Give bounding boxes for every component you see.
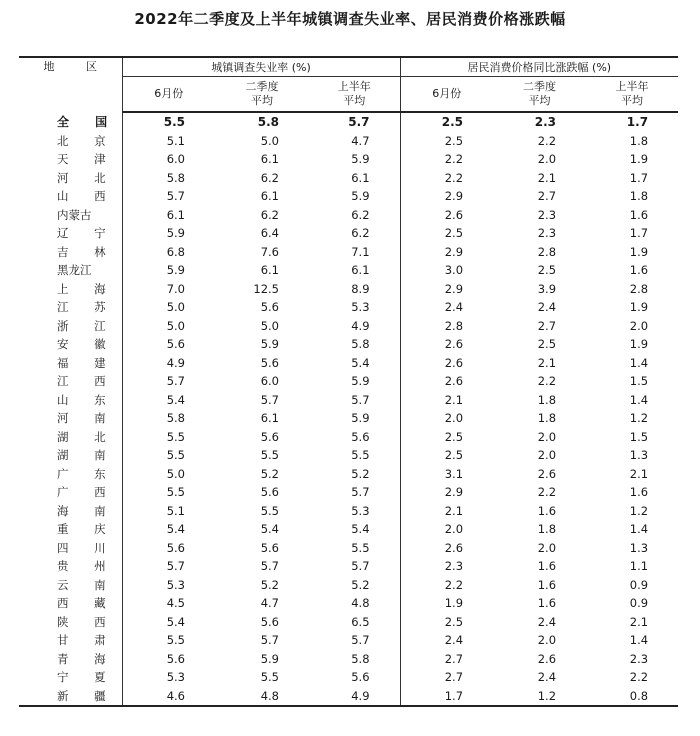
value-cell: 2.4 (444, 633, 464, 648)
value-cell: 5.2 (260, 577, 279, 592)
region-cell: 贵 州 (19, 557, 122, 576)
value-cell: 6.1 (309, 169, 400, 188)
region-cell: 广 东 (19, 465, 122, 484)
value-cell: 4.9 (309, 687, 400, 707)
region-cell: 河 南 (19, 409, 122, 428)
value-cell: 5.7 (166, 559, 185, 574)
value-cell: 1.8 (537, 522, 557, 537)
value-cell: 4.7 (260, 596, 279, 611)
value-cell: 5.7 (260, 633, 279, 648)
value-cell: 5.9 (166, 226, 185, 241)
value-cell: 0.9 (629, 596, 649, 611)
table-row (19, 112, 678, 132)
value-cell: 5.7 (166, 374, 185, 389)
value-cell: 5.0 (260, 318, 279, 333)
value-cell: 5.9 (309, 409, 400, 428)
value-cell: 5.1 (166, 503, 185, 518)
value-cell: 6.1 (260, 411, 279, 426)
value-cell: 5.5 (309, 446, 400, 465)
region-cell: 宁 夏 (19, 668, 122, 687)
value-cell: 5.9 (309, 187, 400, 206)
value-cell: 5.7 (309, 631, 400, 650)
q2-avg-cpi-header: 二季度 平均 (493, 77, 586, 113)
value-cell: 6.4 (260, 226, 279, 241)
value-cell: 5.1 (166, 133, 185, 148)
value-cell: 2.0 (537, 633, 557, 648)
value-cell: 2.8 (537, 244, 557, 259)
value-cell: 5.3 (309, 298, 400, 317)
value-cell: 2.6 (444, 540, 464, 555)
region-cell: 内蒙古 (19, 206, 122, 225)
region-cell: 江 苏 (19, 298, 122, 317)
value-cell: 2.0 (444, 522, 464, 537)
value-cell: 6.1 (260, 263, 279, 278)
table-row (19, 354, 678, 373)
value-cell: 2.4 (537, 614, 557, 629)
value-cell: 0.9 (629, 577, 649, 592)
value-cell: 4.8 (309, 594, 400, 613)
value-cell: 1.9 (444, 596, 464, 611)
value-cell: 6.2 (309, 224, 400, 243)
value-cell: 6.2 (260, 207, 279, 222)
table-row (19, 502, 678, 521)
value-cell: 8.9 (309, 280, 400, 299)
value-cell: 5.6 (309, 668, 400, 687)
value-cell: 2.2 (629, 670, 649, 685)
value-cell: 2.1 (444, 503, 464, 518)
value-cell: 2.9 (444, 244, 464, 259)
value-cell: 5.5 (163, 115, 185, 130)
value-cell: 5.3 (166, 670, 185, 685)
value-cell: 2.2 (444, 170, 464, 185)
table-row (19, 243, 678, 262)
value-cell: 7.1 (309, 243, 400, 262)
value-cell: 2.0 (537, 429, 557, 444)
value-cell: 1.6 (537, 503, 557, 518)
value-cell: 5.5 (166, 485, 185, 500)
value-cell: 5.4 (309, 520, 400, 539)
value-cell: 1.1 (629, 559, 649, 574)
region-cell: 山 东 (19, 391, 122, 410)
value-cell: 5.7 (309, 112, 400, 132)
value-cell: 2.1 (444, 392, 464, 407)
value-cell: 2.2 (444, 577, 464, 592)
table-row (19, 631, 678, 650)
value-cell: 5.2 (260, 466, 279, 481)
value-cell: 5.5 (260, 670, 279, 685)
region-cell: 陕 西 (19, 613, 122, 632)
q2-avg-unemployment-header: 二季度 平均 (215, 77, 309, 113)
value-cell: 2.1 (537, 170, 557, 185)
value-cell: 5.5 (260, 503, 279, 518)
table-row (19, 335, 678, 354)
value-cell: 2.5 (537, 337, 557, 352)
value-cell: 5.0 (166, 466, 185, 481)
value-cell: 2.6 (444, 207, 464, 222)
value-cell: 5.5 (260, 448, 279, 463)
value-cell: 1.7 (629, 226, 649, 241)
value-cell: 1.9 (629, 337, 649, 352)
value-cell: 1.6 (537, 559, 557, 574)
value-cell: 2.0 (444, 411, 464, 426)
region-cell: 山 西 (19, 187, 122, 206)
value-cell: 2.3 (537, 207, 557, 222)
value-cell: 3.1 (444, 466, 464, 481)
value-cell: 5.6 (260, 485, 279, 500)
region-cell: 北 京 (19, 132, 122, 151)
value-cell: 2.6 (444, 355, 464, 370)
value-cell: 1.6 (537, 577, 557, 592)
table-row (19, 650, 678, 669)
table-row (19, 594, 678, 613)
value-cell: 5.5 (309, 539, 400, 558)
value-cell: 6.1 (309, 261, 400, 280)
value-cell: 2.5 (444, 614, 464, 629)
value-cell: 2.1 (629, 614, 649, 629)
value-cell: 1.8 (629, 189, 649, 204)
value-cell: 5.7 (166, 189, 185, 204)
value-cell: 1.9 (629, 152, 649, 167)
value-cell: 3.9 (537, 281, 557, 296)
value-cell: 3.0 (444, 263, 464, 278)
value-cell: 1.8 (537, 392, 557, 407)
table-row (19, 261, 678, 280)
value-cell: 1.5 (629, 374, 649, 389)
region-cell: 安 徽 (19, 335, 122, 354)
value-cell: 6.1 (260, 189, 279, 204)
value-cell: 6.2 (309, 206, 400, 225)
value-cell: 6.0 (260, 374, 279, 389)
value-cell: 5.8 (309, 335, 400, 354)
table-row (19, 206, 678, 225)
value-cell: 4.7 (309, 132, 400, 151)
value-cell: 5.6 (260, 355, 279, 370)
value-cell: 5.8 (309, 650, 400, 669)
value-cell: 2.7 (444, 651, 464, 666)
value-cell: 6.2 (260, 170, 279, 185)
region-cell: 辽 宁 (19, 224, 122, 243)
value-cell: 1.7 (626, 115, 649, 130)
value-cell: 5.5 (166, 429, 185, 444)
region-cell: 吉 林 (19, 243, 122, 262)
value-cell: 1.7 (444, 688, 464, 703)
region-cell: 福 建 (19, 354, 122, 373)
cpi-group-header: 居民消费价格同比涨跌幅 (%) (400, 57, 678, 77)
region-cell: 湖 南 (19, 446, 122, 465)
table-row (19, 576, 678, 595)
value-cell: 1.4 (629, 522, 649, 537)
value-cell: 5.7 (260, 392, 279, 407)
unemployment-group-header: 城镇调查失业率 (%) (122, 57, 400, 77)
value-cell: 6.1 (260, 152, 279, 167)
value-cell: 5.7 (260, 559, 279, 574)
value-cell: 2.5 (444, 448, 464, 463)
table-row (19, 409, 678, 428)
value-cell: 2.0 (629, 318, 649, 333)
value-cell: 4.9 (309, 317, 400, 336)
region-cell: 甘 肃 (19, 631, 122, 650)
value-cell: 2.9 (444, 189, 464, 204)
value-cell: 2.7 (444, 670, 464, 685)
value-cell: 6.5 (309, 613, 400, 632)
value-cell: 2.3 (629, 651, 649, 666)
table-row (19, 169, 678, 188)
value-cell: 5.6 (260, 614, 279, 629)
value-cell: 2.6 (444, 337, 464, 352)
value-cell: 1.2 (629, 503, 649, 518)
value-cell: 5.9 (309, 150, 400, 169)
table-row (19, 317, 678, 336)
value-cell: 5.5 (166, 633, 185, 648)
value-cell: 5.8 (257, 115, 279, 130)
value-cell: 4.9 (166, 355, 185, 370)
value-cell: 2.3 (444, 559, 464, 574)
statistics-table (19, 56, 678, 707)
region-cell: 上 海 (19, 280, 122, 299)
value-cell: 2.4 (444, 300, 464, 315)
table-row (19, 613, 678, 632)
value-cell: 5.7 (309, 391, 400, 410)
value-cell: 1.6 (537, 596, 557, 611)
value-cell: 5.9 (166, 263, 185, 278)
value-cell: 1.2 (629, 411, 649, 426)
table-row (19, 483, 678, 502)
region-cell: 四 川 (19, 539, 122, 558)
value-cell: 2.5 (537, 263, 557, 278)
value-cell: 2.4 (537, 670, 557, 685)
table-row (19, 150, 678, 169)
table-row (19, 428, 678, 447)
value-cell: 5.4 (309, 354, 400, 373)
value-cell: 5.0 (260, 133, 279, 148)
value-cell: 1.5 (629, 429, 649, 444)
value-cell: 5.0 (166, 318, 185, 333)
value-cell: 5.2 (309, 465, 400, 484)
value-cell: 5.8 (166, 170, 185, 185)
value-cell: 1.9 (629, 244, 649, 259)
value-cell: 2.3 (537, 226, 557, 241)
value-cell: 5.3 (309, 502, 400, 521)
value-cell: 2.5 (444, 226, 464, 241)
value-cell: 5.9 (260, 337, 279, 352)
table-row (19, 224, 678, 243)
table-row (19, 187, 678, 206)
table-row (19, 557, 678, 576)
h1-avg-cpi-header: 上半年 平均 (586, 77, 678, 113)
h1-avg-unemployment-header: 上半年 平均 (309, 77, 400, 113)
value-cell: 6.1 (166, 207, 185, 222)
value-cell: 1.9 (629, 300, 649, 315)
value-cell: 2.0 (537, 152, 557, 167)
value-cell: 1.8 (537, 411, 557, 426)
june-unemployment-header: 6月份 (122, 77, 215, 113)
table-row (19, 132, 678, 151)
value-cell: 1.3 (629, 540, 649, 555)
value-cell: 5.2 (309, 576, 400, 595)
value-cell: 1.3 (629, 448, 649, 463)
value-cell: 2.2 (537, 374, 557, 389)
value-cell: 2.3 (534, 115, 557, 130)
value-cell: 2.5 (444, 429, 464, 444)
value-cell: 6.0 (166, 152, 185, 167)
value-cell: 5.6 (166, 337, 185, 352)
value-cell: 1.6 (629, 263, 649, 278)
value-cell: 2.1 (537, 355, 557, 370)
value-cell: 1.6 (629, 207, 649, 222)
region-cell: 黑龙江 (19, 261, 122, 280)
value-cell: 6.8 (166, 244, 185, 259)
region-column-header: 地 区 (19, 57, 122, 112)
region-cell: 海 南 (19, 502, 122, 521)
value-cell: 2.7 (537, 318, 557, 333)
region-cell: 云 南 (19, 576, 122, 595)
value-cell: 5.6 (260, 540, 279, 555)
table-row (19, 446, 678, 465)
table-row (19, 539, 678, 558)
value-cell: 5.4 (166, 392, 185, 407)
value-cell: 2.9 (444, 281, 464, 296)
value-cell: 5.6 (260, 300, 279, 315)
region-cell: 天 津 (19, 150, 122, 169)
value-cell: 2.6 (444, 374, 464, 389)
value-cell: 5.5 (166, 448, 185, 463)
value-cell: 2.1 (629, 466, 649, 481)
region-cell: 重 庆 (19, 520, 122, 539)
region-cell: 青 海 (19, 650, 122, 669)
value-cell: 1.7 (629, 170, 649, 185)
value-cell: 5.7 (309, 483, 400, 502)
value-cell: 2.9 (444, 485, 464, 500)
page-title: 2022年二季度及上半年城镇调查失业率、居民消费价格涨跌幅 (134, 10, 566, 28)
value-cell: 4.8 (260, 688, 279, 703)
value-cell: 2.7 (537, 189, 557, 204)
value-cell: 2.2 (537, 485, 557, 500)
table-row (19, 465, 678, 484)
region-cell: 西 藏 (19, 594, 122, 613)
value-cell: 5.4 (260, 522, 279, 537)
value-cell: 1.6 (629, 485, 649, 500)
region-cell: 浙 江 (19, 317, 122, 336)
value-cell: 5.6 (309, 428, 400, 447)
table-row (19, 372, 678, 391)
table-row (19, 298, 678, 317)
region-cell: 河 北 (19, 169, 122, 188)
value-cell: 5.9 (260, 651, 279, 666)
june-cpi-header: 6月份 (400, 77, 493, 113)
value-cell: 2.5 (441, 115, 464, 130)
table-row (19, 391, 678, 410)
value-cell: 2.2 (444, 152, 464, 167)
value-cell: 5.4 (166, 614, 185, 629)
value-cell: 4.6 (166, 688, 185, 703)
value-cell: 2.0 (537, 448, 557, 463)
value-cell: 2.0 (537, 540, 557, 555)
table-row (19, 520, 678, 539)
value-cell: 0.8 (629, 688, 649, 703)
value-cell: 2.6 (537, 466, 557, 481)
value-cell: 12.5 (253, 281, 279, 296)
region-cell: 湖 北 (19, 428, 122, 447)
table-row (19, 280, 678, 299)
value-cell: 2.8 (444, 318, 464, 333)
value-cell: 5.0 (166, 300, 185, 315)
value-cell: 5.7 (309, 557, 400, 576)
value-cell: 2.4 (537, 300, 557, 315)
value-cell: 4.5 (166, 596, 185, 611)
value-cell: 1.4 (629, 392, 649, 407)
value-cell: 5.9 (309, 372, 400, 391)
value-cell: 5.3 (166, 577, 185, 592)
value-cell: 1.4 (629, 355, 649, 370)
region-cell: 全 国 (19, 112, 122, 132)
value-cell: 5.6 (260, 429, 279, 444)
value-cell: 2.5 (444, 133, 464, 148)
value-cell: 5.8 (166, 411, 185, 426)
value-cell: 5.6 (166, 651, 185, 666)
region-cell: 江 西 (19, 372, 122, 391)
value-cell: 1.2 (537, 688, 557, 703)
value-cell: 5.6 (166, 540, 185, 555)
table-row (19, 687, 678, 707)
table-row (19, 668, 678, 687)
value-cell: 2.6 (537, 651, 557, 666)
region-cell: 新 疆 (19, 687, 122, 707)
value-cell: 1.8 (629, 133, 649, 148)
value-cell: 7.0 (166, 281, 185, 296)
value-cell: 1.4 (629, 633, 649, 648)
value-cell: 2.2 (537, 133, 557, 148)
value-cell: 7.6 (260, 244, 279, 259)
region-cell: 广 西 (19, 483, 122, 502)
value-cell: 2.8 (629, 281, 649, 296)
value-cell: 5.4 (166, 522, 185, 537)
